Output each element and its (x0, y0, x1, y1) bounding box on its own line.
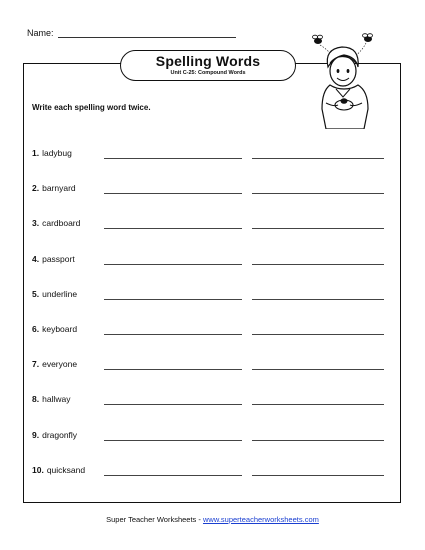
page-title: Spelling Words (155, 53, 261, 69)
write-line-1[interactable] (104, 439, 242, 441)
word-row (32, 430, 392, 442)
word-row (32, 183, 392, 195)
bee-icon (363, 34, 373, 42)
word-number: 5. (32, 288, 40, 299)
spelling-word: barnyard (42, 183, 76, 194)
write-line-1[interactable] (104, 298, 242, 300)
spelling-word: everyone (42, 359, 78, 370)
word-row (32, 394, 392, 406)
write-line-2[interactable] (252, 333, 384, 335)
name-blank-line[interactable] (58, 28, 236, 38)
write-line-1[interactable] (104, 192, 242, 194)
spelling-word: hallway (42, 394, 71, 405)
name-label: Name: (27, 28, 54, 38)
word-number: 7. (32, 359, 40, 370)
write-line-2[interactable] (252, 439, 384, 441)
write-line-1[interactable] (104, 474, 242, 476)
title-box (120, 50, 296, 81)
instruction-text: Write each spelling word twice. (32, 103, 151, 112)
word-number: 8. (32, 394, 40, 405)
write-line-1[interactable] (104, 157, 242, 159)
write-line-2[interactable] (252, 403, 384, 405)
page-subtitle: Unit C-25: Compound Words (170, 70, 246, 76)
name-field (27, 28, 236, 38)
word-row (32, 359, 392, 371)
word-row (32, 148, 392, 160)
write-line-2[interactable] (252, 368, 384, 370)
write-line-1[interactable] (104, 263, 242, 265)
word-row (32, 324, 392, 336)
word-number: 6. (32, 324, 40, 334)
ladybug-icon (341, 98, 348, 104)
word-number: 9. (32, 429, 40, 440)
write-line-1[interactable] (104, 403, 242, 405)
write-line-2[interactable] (252, 192, 384, 194)
write-line-1[interactable] (104, 227, 242, 229)
word-number: 2. (32, 183, 40, 194)
footer (0, 515, 425, 524)
word-number: 4. (32, 253, 40, 264)
spelling-word: keyboard (42, 324, 78, 334)
spelling-word: underline (42, 288, 78, 299)
bee-icon (313, 35, 323, 44)
write-line-2[interactable] (252, 298, 384, 300)
word-row (32, 289, 392, 301)
write-line-2[interactable] (252, 227, 384, 229)
word-number: 1. (32, 148, 40, 158)
spelling-word: quicksand (46, 464, 86, 475)
write-line-2[interactable] (252, 263, 384, 265)
footer-link[interactable]: www.superteacherworksheets.com (202, 515, 319, 524)
write-line-2[interactable] (252, 474, 384, 476)
footer-text: Super Teacher Worksheets - (106, 515, 203, 524)
word-row (32, 218, 392, 230)
write-line-1[interactable] (104, 368, 242, 370)
spelling-word: cardboard (42, 218, 81, 229)
word-row (32, 465, 392, 477)
word-number: 10. (32, 464, 44, 475)
word-number: 3. (32, 218, 40, 229)
write-line-1[interactable] (104, 333, 242, 335)
word-row (32, 254, 392, 266)
write-line-2[interactable] (252, 157, 384, 159)
spelling-word: passport (42, 253, 75, 264)
spelling-word: ladybug (42, 148, 72, 158)
spelling-word: dragonfly (42, 429, 78, 440)
girl-holding-ladybug-icon (306, 33, 382, 129)
